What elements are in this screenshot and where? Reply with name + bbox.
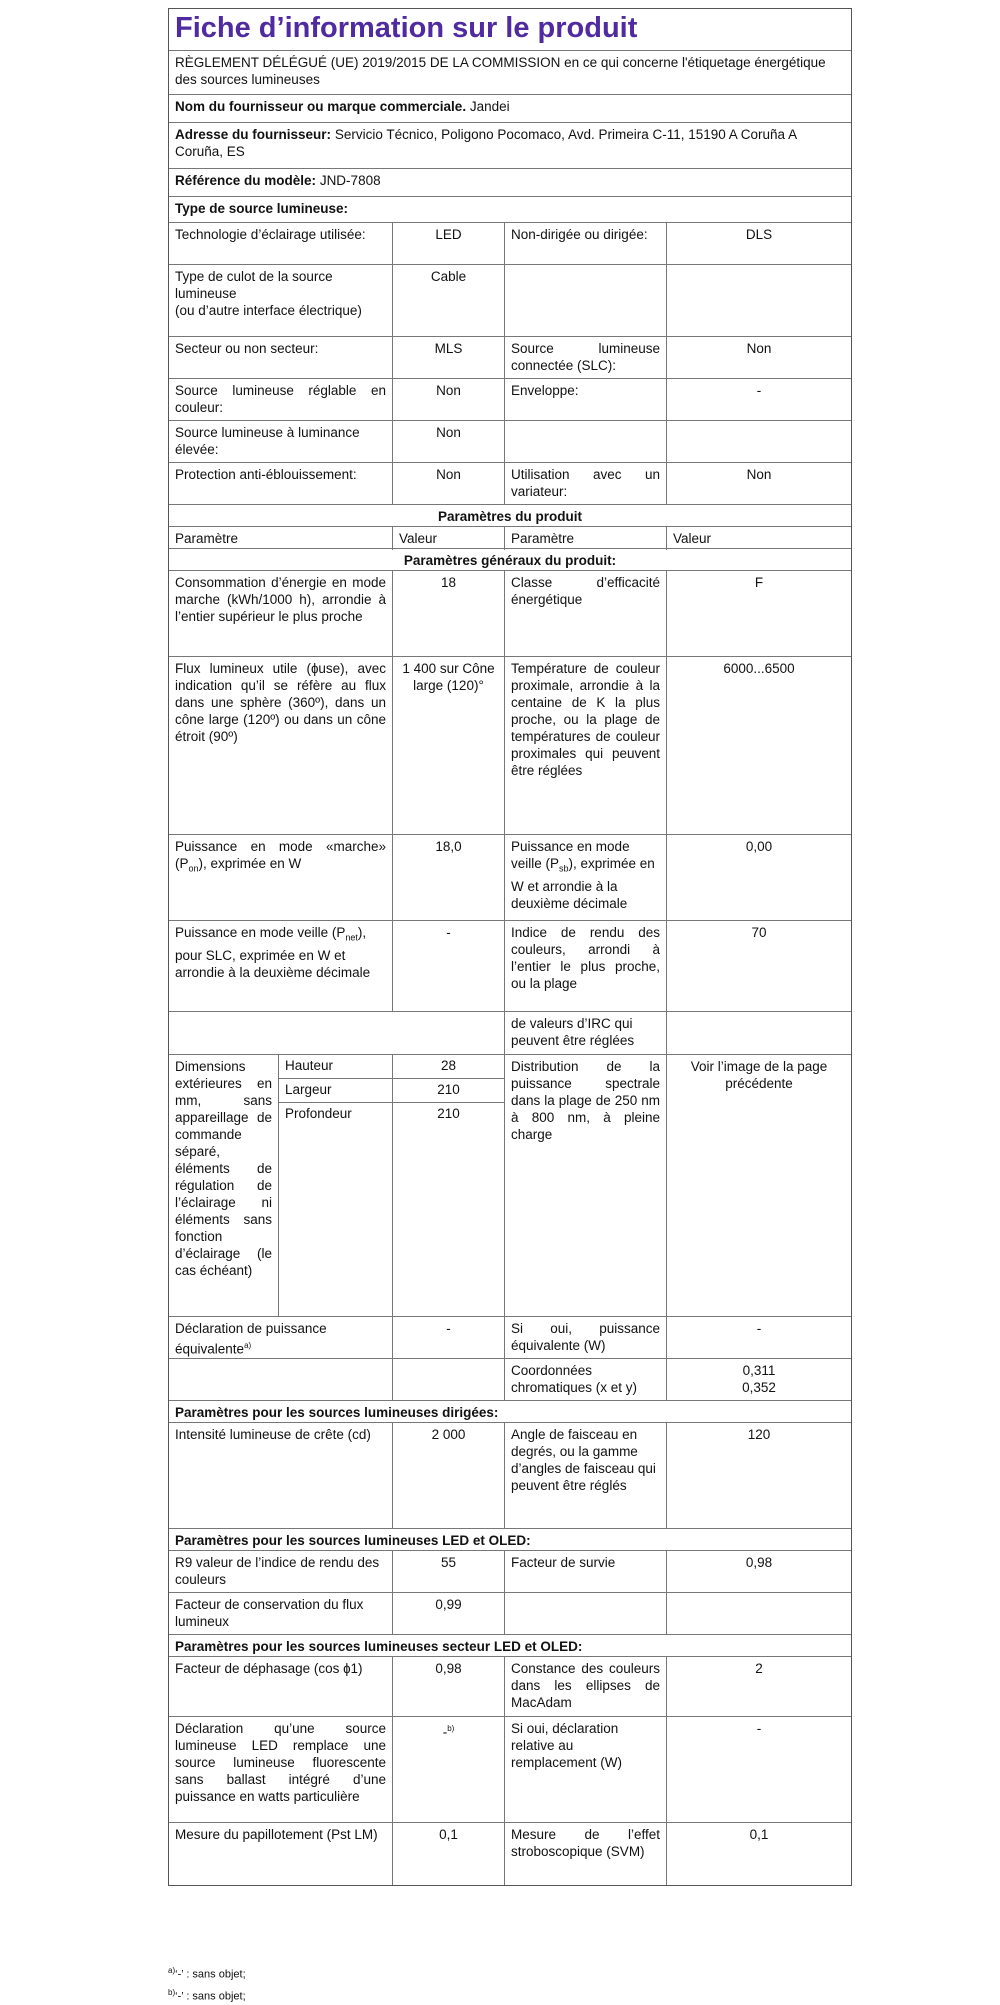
supplier-address-row — [169, 123, 851, 169]
source-row-high-luminance — [169, 421, 851, 463]
param-value: 18,0 — [393, 835, 505, 920]
cap-type-label: Type de culot de la source lumineuse — [175, 269, 333, 301]
empty-cell — [169, 1359, 393, 1400]
dimensions-label: Dimensions extérieures en mm, sans appareillage de commande séparé, éléments de régulation de l’éclairage ni éléments sans fonction d’éclairage (le cas échéant) — [169, 1055, 279, 1316]
model-label: Référence du modèle: — [175, 173, 317, 188]
param-label: Mesure de l’effet stroboscopique (SVM) — [505, 1823, 667, 1885]
param-label: Facteur de déphasage (cos ɸ1) — [169, 1657, 393, 1716]
column-header: Paramètre — [169, 527, 393, 550]
param-row-energy-consumption — [169, 571, 851, 657]
supplier-name-row — [169, 95, 851, 123]
source-label — [505, 265, 667, 336]
param-label: Facteur de conservation du flux lumineux — [169, 1593, 393, 1634]
label-subscript: net — [345, 932, 358, 943]
led-oled-heading: Paramètres pour les sources lumineuses LED et OLED: — [169, 1529, 851, 1551]
param-label: Si oui, déclaration relative au remplacement (W) — [505, 1717, 667, 1822]
supplier-address-value: Servicio Técnico, Poligono Pocomaco, Avd. Primeira C-11, 15190 A Coruña A Coruña, ES — [175, 127, 797, 159]
source-label: Enveloppe: — [505, 379, 667, 420]
param-row-irc-continued — [169, 1011, 851, 1055]
source-row-anti-glare — [169, 463, 851, 505]
source-row-cap-type — [169, 265, 851, 337]
param-value: 0,1 — [749, 1827, 769, 1842]
footnote-text: ‘-’ : sans objet; — [175, 1968, 246, 1981]
displacement-factor-row — [169, 1657, 851, 1717]
param-value: 120 — [747, 1427, 771, 1442]
param-value: 2 000 — [393, 1423, 505, 1528]
flux-maintenance-row — [169, 1593, 851, 1635]
dimension-value: 28 — [393, 1055, 504, 1079]
param-value: 18 — [393, 571, 505, 656]
source-value: Non — [393, 421, 505, 462]
param-label — [169, 1317, 393, 1361]
empty-cell — [393, 1012, 505, 1054]
model-row — [169, 169, 851, 197]
label-part: ), exprimée en W — [198, 856, 302, 871]
param-row-standby-power-net — [169, 921, 851, 1011]
chromaticity-row — [169, 1359, 851, 1401]
param-label: Indice de rendu des couleurs, arrondi à l’entier le plus proche, ou la plage — [505, 921, 667, 1011]
supplier-name-value: Jandei — [469, 99, 510, 114]
model-value: JND-7808 — [319, 173, 381, 188]
param-row-on-mode-power — [169, 835, 851, 921]
param-label: Intensité lumineuse de crête (cd) — [169, 1423, 393, 1528]
source-label: Non-dirigée ou dirigée: — [505, 223, 667, 264]
param-value: 0,98 — [745, 1555, 773, 1570]
param-value: 0,1 — [393, 1823, 505, 1885]
param-label — [505, 835, 667, 920]
empty-cell — [393, 1359, 505, 1400]
product-params-heading: Paramètres du produit — [169, 505, 851, 527]
label-part: Puissance en mode veille (P — [175, 925, 346, 940]
param-label: Angle de faisceau en degrés, ou la gamme d’angles de faisceau qui peuvent être réglés — [505, 1423, 667, 1528]
chromaticity-y: 0,352 — [742, 1380, 776, 1395]
cap-type-label-extra: (ou d’autre interface électrique) — [175, 303, 362, 318]
source-value — [667, 421, 851, 462]
param-label: R9 valeur de l’indice de rendu des couleurs — [169, 1551, 393, 1592]
param-value: - — [756, 1721, 762, 1736]
param-label: Flux lumineux utile (ɸuse), avec indication qu’il se réfère au flux dans une sphère (360º), dans un cône large (120º) ou dans un cône étroit (90º) — [169, 657, 393, 834]
replacement-declaration-row — [169, 1717, 851, 1823]
param-label — [169, 835, 393, 920]
param-label: Déclaration qu’une source lumineuse LED remplace une source lumineuse fluorescente sans ballast intégré d’une puissance en watts particulière — [169, 1717, 393, 1822]
label-subscript: on — [188, 863, 199, 874]
source-value: MLS — [393, 337, 505, 378]
label-part: Puissance en mode «marche» (P — [175, 839, 386, 871]
source-value: - — [756, 383, 762, 398]
empty-cell — [169, 1012, 393, 1054]
source-row-mains — [169, 337, 851, 379]
param-label: de valeurs d’IRC qui peuvent être réglées — [505, 1012, 667, 1054]
column-header: Valeur — [673, 531, 712, 546]
source-label: Source lumineuse connectée (SLC): — [505, 337, 667, 378]
footnote-a — [168, 1962, 246, 1984]
param-label: Coordonnées chromatiques (x et y) — [505, 1359, 667, 1400]
equivalent-power-row — [169, 1317, 851, 1359]
label-part: Déclaration de puissance équivalente — [175, 1321, 327, 1357]
spectral-label: Distribution de la puissance spectrale dans la plage de 250 nm à 800 nm, à pleine charge — [505, 1055, 667, 1316]
param-value: - — [756, 1321, 762, 1336]
dimensions-row — [169, 1055, 851, 1317]
param-label: Mesure du papillotement (Pst LM) — [169, 1823, 393, 1885]
column-header: Valeur — [393, 527, 505, 550]
footnote-mark: b) — [168, 1987, 176, 1997]
param-label: Température de couleur proximale, arrondie à la centaine de K la plus proche, ou la plage de températures de couleur proximales qui peuvent être réglées — [505, 657, 667, 834]
label-superscript: a) — [244, 1341, 252, 1350]
param-value: - — [393, 1317, 505, 1361]
source-value — [667, 265, 851, 336]
dimensions-values — [393, 1055, 505, 1316]
param-label: Consommation d’énergie en mode marche (kWh/1000 h), arrondie à l’entier supérieur le plus proche — [169, 571, 393, 656]
param-label — [505, 1593, 667, 1634]
dimension-name: Hauteur — [279, 1055, 392, 1079]
dimension-value: 210 — [437, 1106, 460, 1121]
source-label — [505, 421, 667, 462]
footnotes — [168, 1962, 246, 2005]
param-value: 6000...6500 — [723, 661, 795, 676]
directional-heading: Paramètres pour les sources lumineuses dirigées: — [169, 1401, 851, 1423]
value-part: - — [442, 1724, 448, 1740]
source-label: Protection anti-éblouissement: — [169, 463, 393, 504]
flicker-row — [169, 1823, 851, 1885]
product-params-column-headers — [169, 527, 851, 549]
supplier-address-label: Adresse du fournisseur: — [175, 127, 332, 142]
param-value: 1 400 sur Cône large (120)° — [393, 657, 505, 834]
param-label: Constance des couleurs dans les ellipses de MacAdam — [505, 1657, 667, 1716]
param-value: 0,99 — [393, 1593, 505, 1634]
dimensions-names — [279, 1055, 393, 1316]
param-value: F — [754, 575, 764, 590]
source-row-colour-tunable — [169, 379, 851, 421]
param-value: 2 — [755, 1661, 763, 1676]
supplier-name-label: Nom du fournisseur ou marque commerciale. — [175, 99, 467, 114]
source-label: Source lumineuse à luminance élevée: — [169, 421, 393, 462]
param-label: Facteur de survie — [505, 1551, 667, 1592]
empty-cell — [667, 1012, 851, 1054]
column-header: Paramètre — [505, 527, 667, 550]
source-type-heading: Type de source lumineuse: — [169, 197, 851, 223]
r9-row — [169, 1551, 851, 1593]
param-value — [393, 1717, 505, 1822]
footnote-mark: a) — [168, 1966, 176, 1975]
regulation-text: RÈGLEMENT DÉLÉGUÉ (UE) 2019/2015 DE LA COMMISSION en ce qui concerne l'étiquetage énergétique des sources lumineuses — [175, 55, 826, 87]
footnote-text: ‘-’ : sans objet; — [175, 1990, 246, 2003]
chromaticity-x: 0,311 — [742, 1363, 776, 1378]
source-value: Non — [746, 467, 772, 482]
source-value: DLS — [745, 227, 773, 242]
page-title: Fiche d’information sur le produit — [175, 12, 638, 44]
source-label: Source lumineuse réglable en couleur: — [169, 379, 393, 420]
dimension-name: Largeur — [279, 1079, 392, 1103]
source-label — [169, 265, 393, 336]
source-label: Utilisation avec un variateur: — [505, 463, 667, 504]
param-value: 0,98 — [393, 1657, 505, 1716]
label-part: Puissance en mode veille (P — [511, 839, 630, 871]
mains-led-heading: Paramètres pour les sources lumineuses secteur LED et OLED: — [169, 1635, 851, 1657]
param-label — [169, 921, 393, 1011]
product-information-sheet — [168, 8, 852, 1886]
dimension-value: 210 — [393, 1079, 504, 1103]
source-label: Secteur ou non secteur: — [169, 337, 393, 378]
source-value: Cable — [393, 265, 505, 336]
param-label: Si oui, puissance équivalente (W) — [505, 1317, 667, 1361]
param-value — [667, 1359, 851, 1400]
source-value: Non — [746, 341, 772, 356]
param-value: - — [393, 921, 505, 1011]
param-value: 0,00 — [745, 839, 773, 854]
source-value: Non — [393, 379, 505, 420]
param-value — [667, 1593, 851, 1634]
param-row-luminous-flux — [169, 657, 851, 835]
label-part: ), pour SLC, exprimée en W et arrondie à la deuxième décimale — [175, 925, 371, 980]
source-value: LED — [393, 223, 505, 264]
source-row-technology — [169, 223, 851, 265]
source-label: Technologie d’éclairage utilisée: — [169, 223, 393, 264]
value-superscript: b) — [447, 1724, 455, 1733]
label-part: ), exprimée en W et arrondie à la deuxième décimale — [511, 856, 655, 911]
peak-intensity-row — [169, 1423, 851, 1529]
regulation-row — [169, 51, 851, 95]
param-value: 55 — [393, 1551, 505, 1592]
general-params-heading: Paramètres généraux du produit: — [169, 549, 851, 571]
dimension-name: Profondeur — [285, 1106, 352, 1121]
title-row — [169, 9, 851, 51]
param-value: 70 — [751, 925, 767, 940]
source-value: Non — [393, 463, 505, 504]
spectral-value: Voir l’image de la page précédente — [690, 1059, 828, 1091]
footnote-b — [168, 1984, 246, 2005]
param-label: Classe d’efficacité énergétique — [505, 571, 667, 656]
label-subscript: sb — [559, 863, 569, 874]
